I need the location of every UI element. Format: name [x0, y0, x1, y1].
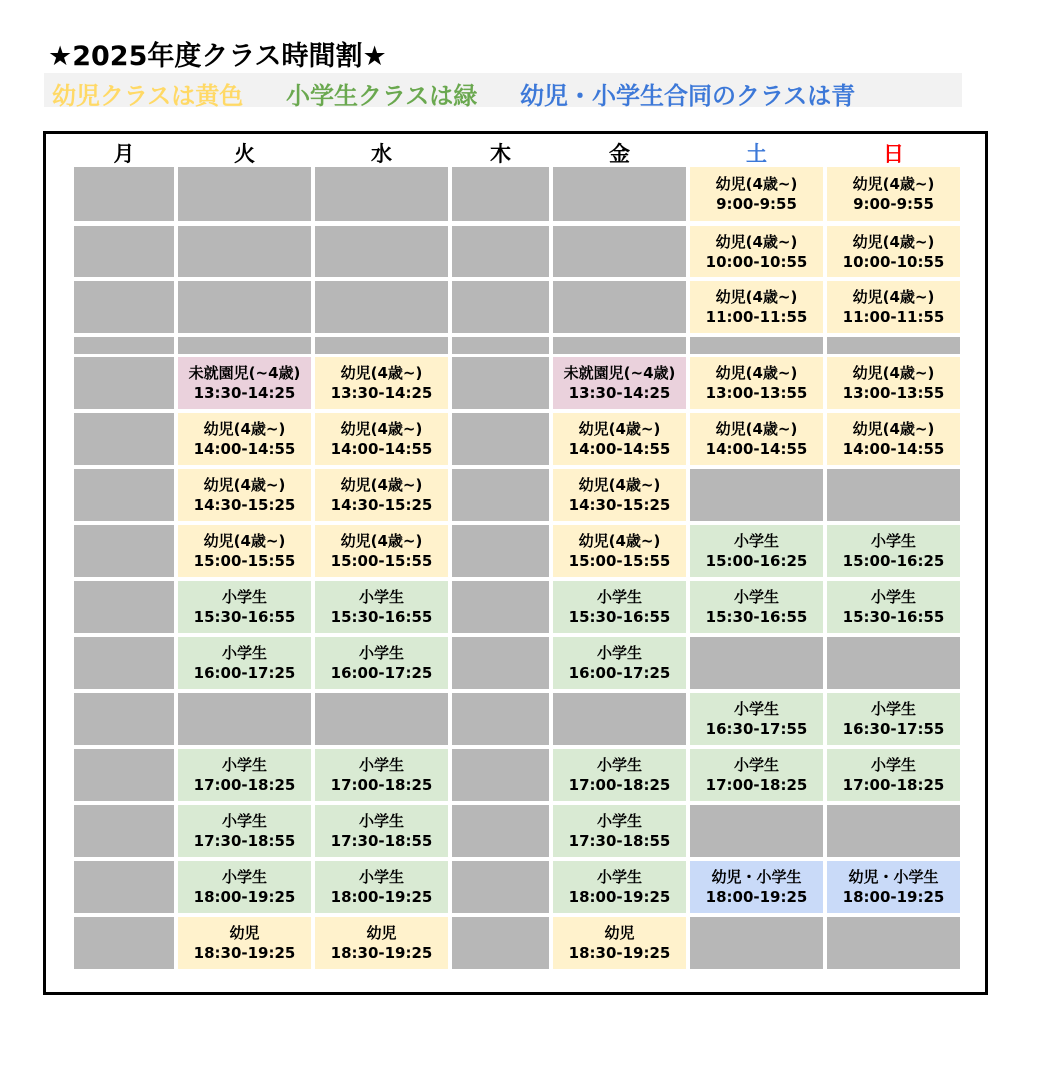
class-slot: [827, 749, 960, 801]
class-name: 小学生: [596, 644, 642, 662]
class-name: 小学生: [596, 588, 642, 606]
class-name: 幼児(4歳~): [852, 288, 935, 306]
empty-slot: [452, 226, 549, 277]
class-name: 幼児: [366, 924, 397, 942]
class-time: 17:00-18:25: [842, 776, 945, 794]
class-slot: [315, 525, 448, 577]
class-time: 15:00-16:25: [705, 552, 808, 570]
class-name: 幼児(4歳~): [578, 476, 661, 494]
empty-slot: [74, 281, 174, 333]
class-time: 14:30-15:25: [330, 496, 433, 514]
empty-slot: [452, 581, 549, 633]
class-time: 15:00-15:55: [568, 552, 671, 570]
empty-slot: [452, 861, 549, 913]
empty-slot: [315, 226, 448, 277]
empty-slot: [452, 749, 549, 801]
empty-slot: [74, 637, 174, 689]
class-time: 10:00-10:55: [842, 252, 945, 271]
class-name: 幼児(4歳~): [715, 175, 798, 193]
class-name: 幼児(4歳~): [578, 420, 661, 438]
empty-slot: [74, 357, 174, 409]
empty-slot: [690, 805, 823, 857]
class-name: 小学生: [596, 812, 642, 830]
class-time: 13:30-14:25: [568, 384, 671, 402]
day-header-sat: 土: [746, 142, 767, 166]
class-time: 15:30-16:55: [193, 608, 296, 626]
empty-slot: [690, 637, 823, 689]
empty-slot: [74, 226, 174, 277]
class-name: 小学生: [221, 756, 267, 774]
empty-slot: [74, 917, 174, 969]
legend-blue: 幼児・小学生合同のクラスは青: [520, 82, 856, 110]
empty-slot: [74, 525, 174, 577]
class-slot: [690, 581, 823, 633]
class-time: 9:00-9:55: [716, 195, 797, 213]
empty-slot: [74, 861, 174, 913]
class-name: 幼児(4歳~): [340, 532, 423, 550]
class-time: 13:00-13:55: [705, 384, 808, 402]
class-name: 小学生: [358, 868, 404, 886]
empty-slot: [178, 167, 311, 221]
class-slot: [690, 693, 823, 745]
class-time: 15:30-16:55: [568, 608, 671, 626]
class-slot: [690, 525, 823, 577]
class-name: 小学生: [221, 644, 267, 662]
class-slot: [690, 861, 823, 913]
class-name: 小学生: [733, 700, 779, 718]
class-slot: [315, 581, 448, 633]
class-slot: [690, 226, 823, 277]
class-time: 15:00-15:55: [330, 552, 433, 570]
class-name: 幼児・小学生: [711, 868, 802, 886]
class-slot: [827, 861, 960, 913]
class-slot: [178, 805, 311, 857]
empty-slot: [452, 469, 549, 521]
class-time: 16:30-17:55: [705, 720, 808, 738]
empty-slot: [553, 281, 686, 333]
class-slot: [827, 281, 960, 333]
class-time: 14:00-14:55: [193, 440, 296, 458]
class-slot: [690, 413, 823, 465]
class-slot: [553, 469, 686, 521]
class-name: 小学生: [358, 812, 404, 830]
class-time: 13:30-14:25: [193, 384, 296, 402]
class-slot: [553, 749, 686, 801]
empty-slot: [690, 917, 823, 969]
class-name: 幼児(4歳~): [203, 420, 286, 438]
class-slot: [827, 581, 960, 633]
class-slot: [178, 469, 311, 521]
empty-slot: [553, 226, 686, 277]
class-slot: [553, 357, 686, 409]
class-name: 幼児(4歳~): [715, 420, 798, 438]
empty-slot: [178, 281, 311, 333]
class-time: 17:30-18:55: [568, 832, 671, 850]
empty-slot: [452, 281, 549, 333]
class-name: 小学生: [733, 588, 779, 606]
class-name: 小学生: [870, 756, 916, 774]
class-name: 小学生: [358, 756, 404, 774]
empty-slot: [452, 357, 549, 409]
class-name: 幼児(4歳~): [340, 476, 423, 494]
day-header-tue: 火: [234, 142, 255, 166]
class-name: 幼児(4歳~): [852, 420, 935, 438]
class-name: 幼児(4歳~): [203, 476, 286, 494]
day-header-sun: 日: [883, 142, 904, 166]
class-slot: [827, 693, 960, 745]
class-name: 小学生: [870, 700, 916, 718]
class-slot: [827, 525, 960, 577]
empty-slot: [178, 337, 311, 354]
empty-slot: [315, 693, 448, 745]
empty-slot: [827, 917, 960, 969]
class-name: 小学生: [733, 756, 779, 774]
class-time: 15:00-16:25: [842, 552, 945, 570]
empty-slot: [827, 337, 960, 354]
empty-slot: [452, 917, 549, 969]
class-time: 14:30-15:25: [568, 496, 671, 514]
empty-slot: [452, 167, 549, 221]
class-name: 幼児: [604, 924, 635, 942]
class-name: 幼児(4歳~): [852, 364, 935, 382]
empty-slot: [178, 226, 311, 277]
class-time: 18:00-19:25: [568, 888, 671, 906]
class-time: 17:30-18:55: [193, 832, 296, 850]
empty-slot: [315, 281, 448, 333]
class-slot: [178, 917, 311, 969]
class-slot: [553, 861, 686, 913]
class-time: 18:00-19:25: [193, 888, 296, 906]
class-time: 17:30-18:55: [330, 832, 433, 850]
class-name: 幼児(4歳~): [715, 364, 798, 382]
class-time: 15:30-16:55: [705, 608, 808, 626]
class-name: 未就園児(~4歳): [188, 364, 301, 382]
class-slot: [553, 581, 686, 633]
empty-slot: [74, 581, 174, 633]
empty-slot: [74, 167, 174, 221]
legend-green: 小学生クラスは緑: [286, 82, 478, 110]
class-slot: [553, 525, 686, 577]
class-name: 幼児(4歳~): [715, 232, 798, 251]
class-slot: [178, 861, 311, 913]
class-name: 幼児(4歳~): [852, 232, 935, 251]
empty-slot: [74, 413, 174, 465]
class-time: 14:00-14:55: [705, 440, 808, 458]
empty-slot: [74, 749, 174, 801]
class-slot: [178, 749, 311, 801]
class-name: 幼児(4歳~): [203, 532, 286, 550]
class-time: 18:00-19:25: [842, 888, 945, 906]
empty-slot: [452, 637, 549, 689]
class-time: 13:00-13:55: [842, 384, 945, 402]
empty-slot: [452, 805, 549, 857]
class-slot: [178, 581, 311, 633]
class-name: 小学生: [870, 588, 916, 606]
class-time: 15:30-16:55: [330, 608, 433, 626]
class-slot: [178, 637, 311, 689]
class-time: 11:00-11:55: [705, 308, 808, 326]
class-name: 未就園児(~4歳): [563, 364, 676, 382]
class-time: 16:30-17:55: [842, 720, 945, 738]
class-name: 小学生: [358, 644, 404, 662]
class-slot: [315, 413, 448, 465]
class-slot: [315, 917, 448, 969]
class-time: 18:30-19:25: [193, 944, 296, 962]
empty-slot: [452, 525, 549, 577]
day-header-thu: 木: [490, 142, 511, 166]
class-time: 14:00-14:55: [330, 440, 433, 458]
day-header-wed: 水: [371, 142, 392, 166]
class-slot: [315, 861, 448, 913]
class-slot: [315, 749, 448, 801]
class-slot: [827, 413, 960, 465]
class-time: 16:00-17:25: [193, 664, 296, 682]
class-slot: [178, 357, 311, 409]
class-time: 18:00-19:25: [330, 888, 433, 906]
class-slot: [690, 749, 823, 801]
empty-slot: [452, 413, 549, 465]
class-time: 18:30-19:25: [568, 944, 671, 962]
class-slot: [553, 805, 686, 857]
class-time: 14:00-14:55: [842, 440, 945, 458]
empty-slot: [452, 337, 549, 354]
empty-slot: [553, 167, 686, 221]
empty-slot: [74, 469, 174, 521]
class-name: 小学生: [596, 868, 642, 886]
class-time: 16:00-17:25: [330, 664, 433, 682]
class-time: 17:00-18:25: [193, 776, 296, 794]
class-slot: [553, 413, 686, 465]
class-name: 小学生: [733, 532, 779, 550]
empty-slot: [827, 805, 960, 857]
class-slot: [553, 637, 686, 689]
day-header-mon: 月: [113, 142, 135, 166]
class-name: 幼児(4歳~): [715, 288, 798, 306]
empty-slot: [827, 637, 960, 689]
class-slot: [315, 469, 448, 521]
empty-slot: [178, 693, 311, 745]
day-header-fri: 金: [609, 142, 630, 166]
class-name: 幼児(4歳~): [340, 420, 423, 438]
class-slot: [690, 281, 823, 333]
class-name: 幼児(4歳~): [578, 532, 661, 550]
class-time: 16:00-17:25: [568, 664, 671, 682]
class-name: 幼児(4歳~): [340, 364, 423, 382]
class-slot: [315, 357, 448, 409]
class-slot: [178, 413, 311, 465]
empty-slot: [827, 469, 960, 521]
class-slot: [690, 357, 823, 409]
class-time: 9:00-9:55: [853, 195, 934, 213]
class-name: 小学生: [221, 868, 267, 886]
class-slot: [315, 805, 448, 857]
class-slot: [690, 167, 823, 221]
empty-slot: [690, 469, 823, 521]
empty-slot: [690, 337, 823, 354]
class-name: 小学生: [596, 756, 642, 774]
class-time: 18:00-19:25: [705, 888, 808, 906]
empty-slot: [74, 337, 174, 354]
empty-slot: [315, 167, 448, 221]
class-time: 11:00-11:55: [842, 308, 945, 326]
class-name: 小学生: [221, 812, 267, 830]
class-name: 小学生: [221, 588, 267, 606]
empty-slot: [553, 693, 686, 745]
class-name: 幼児: [229, 924, 260, 942]
class-slot: [827, 357, 960, 409]
class-time: 14:00-14:55: [568, 440, 671, 458]
class-name: 小学生: [358, 588, 404, 606]
class-slot: [827, 167, 960, 221]
class-slot: [315, 637, 448, 689]
legend-yellow: 幼児クラスは黄色: [52, 82, 244, 110]
class-time: 17:00-18:25: [330, 776, 433, 794]
class-time: 15:00-15:55: [193, 552, 296, 570]
empty-slot: [452, 693, 549, 745]
class-time: 17:00-18:25: [705, 776, 808, 794]
color-legend: [44, 73, 962, 110]
empty-slot: [315, 337, 448, 354]
class-time: 13:30-14:25: [330, 384, 433, 402]
class-time: 14:30-15:25: [193, 496, 296, 514]
class-name: 小学生: [870, 532, 916, 550]
class-time: 17:00-18:25: [568, 776, 671, 794]
page-title: ★2025年度クラス時間割★: [48, 41, 387, 72]
class-name: 幼児(4歳~): [852, 175, 935, 193]
class-slot: [553, 917, 686, 969]
class-slot: [827, 226, 960, 277]
class-slot: [178, 525, 311, 577]
class-time: 18:30-19:25: [330, 944, 433, 962]
empty-slot: [553, 337, 686, 354]
empty-slot: [74, 693, 174, 745]
empty-slot: [74, 805, 174, 857]
class-time: 15:30-16:55: [842, 608, 945, 626]
class-time: 10:00-10:55: [705, 252, 808, 271]
class-name: 幼児・小学生: [848, 868, 939, 886]
